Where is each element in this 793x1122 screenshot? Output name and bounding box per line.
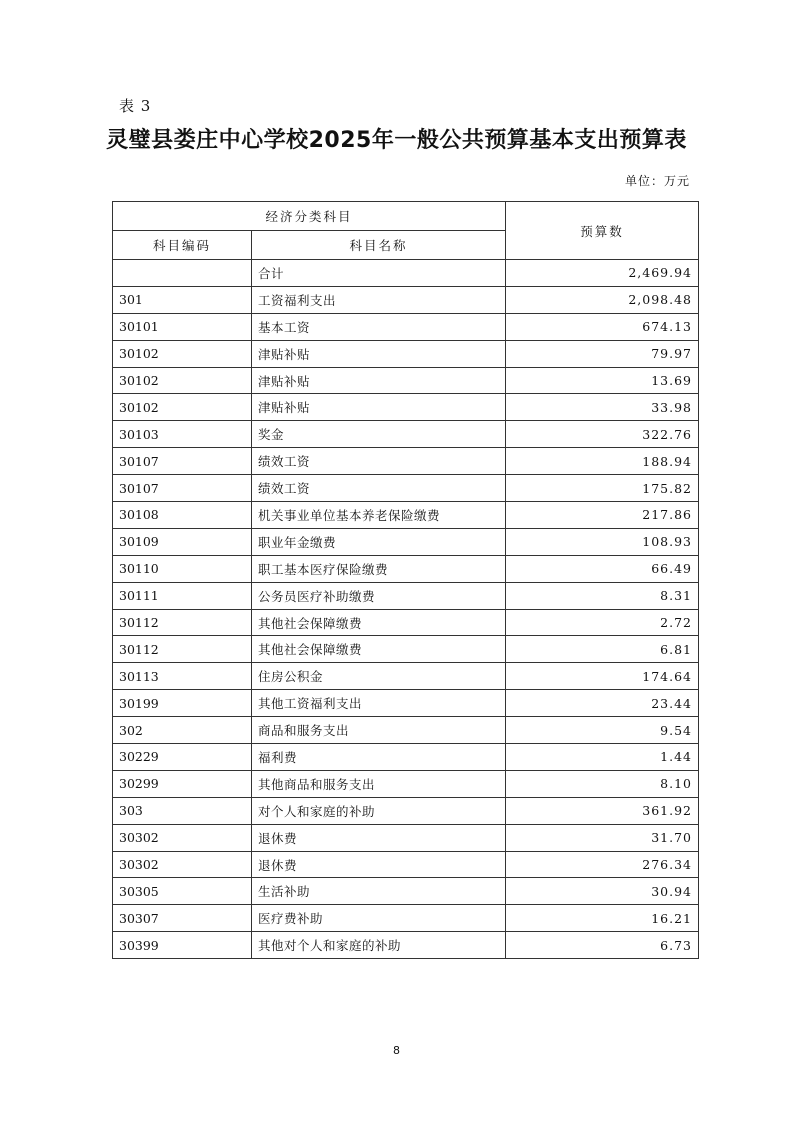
table-row: [113, 367, 699, 394]
row-name: 公务员医疗补助缴费: [252, 582, 506, 609]
row-code: 30101: [113, 313, 252, 340]
total-row: [113, 260, 699, 287]
page-number: 8: [393, 1044, 400, 1057]
row-code: 30109: [113, 528, 252, 555]
row-amount: 217.86: [506, 502, 699, 529]
table-row: [113, 609, 699, 636]
row-name: 其他社会保障缴费: [252, 636, 506, 663]
row-code: 30107: [113, 448, 252, 475]
row-name: 退休费: [252, 851, 506, 878]
row-code: 30229: [113, 744, 252, 771]
row-name: 其他工资福利支出: [252, 690, 506, 717]
row-code: 30302: [113, 824, 252, 851]
table-row: [113, 286, 699, 313]
row-amount: 188.94: [506, 448, 699, 475]
table-row: [113, 421, 699, 448]
table-row: [113, 528, 699, 555]
row-amount: 276.34: [506, 851, 699, 878]
row-amount: 674.13: [506, 313, 699, 340]
row-amount: 79.97: [506, 340, 699, 367]
row-code: 30113: [113, 663, 252, 690]
row-amount: 30.94: [506, 878, 699, 905]
row-code: 30110: [113, 555, 252, 582]
row-amount: 361.92: [506, 797, 699, 824]
row-amount: 23.44: [506, 690, 699, 717]
table-row: [113, 878, 699, 905]
row-code: [113, 260, 252, 287]
row-amount: 66.49: [506, 555, 699, 582]
table-body: [113, 260, 699, 959]
row-amount: 8.10: [506, 770, 699, 797]
row-code: 30112: [113, 636, 252, 663]
row-name: 合计: [252, 260, 506, 287]
header-code: 科目编码: [113, 231, 252, 260]
row-code: 30305: [113, 878, 252, 905]
row-code: 302: [113, 717, 252, 744]
row-name: 住房公积金: [252, 663, 506, 690]
table-row: [113, 636, 699, 663]
table-row: [113, 851, 699, 878]
table-row: [113, 394, 699, 421]
header-amount: 预算数: [506, 202, 699, 260]
row-amount: 1.44: [506, 744, 699, 771]
row-amount: 322.76: [506, 421, 699, 448]
row-amount: 6.81: [506, 636, 699, 663]
row-amount: 2.72: [506, 609, 699, 636]
row-amount: 33.98: [506, 394, 699, 421]
row-amount: 6.73: [506, 932, 699, 959]
row-code: 30399: [113, 932, 252, 959]
page-title: 灵璧县娄庄中心学校2025年一般公共预算基本支出预算表: [106, 128, 687, 153]
budget-table: [112, 201, 699, 959]
row-code: 30102: [113, 394, 252, 421]
row-amount: 2,098.48: [506, 286, 699, 313]
table-row: [113, 340, 699, 367]
unit-label: 单位：万元: [624, 174, 690, 188]
row-amount: 108.93: [506, 528, 699, 555]
row-code: 303: [113, 797, 252, 824]
table-row: [113, 905, 699, 932]
table-header: [113, 202, 699, 260]
row-code: 30108: [113, 502, 252, 529]
row-name: 其他对个人和家庭的补助: [252, 932, 506, 959]
table-row: [113, 475, 699, 502]
row-amount: 31.70: [506, 824, 699, 851]
row-name: 其他社会保障缴费: [252, 609, 506, 636]
table-label: 表 3: [119, 97, 152, 115]
header-row-top: [113, 202, 699, 231]
row-name: 对个人和家庭的补助: [252, 797, 506, 824]
header-name: 科目名称: [252, 231, 506, 260]
row-name: 绩效工资: [252, 448, 506, 475]
row-name: 其他商品和服务支出: [252, 770, 506, 797]
table-row: [113, 582, 699, 609]
row-name: 医疗费补助: [252, 905, 506, 932]
row-code: 30199: [113, 690, 252, 717]
row-name: 基本工资: [252, 313, 506, 340]
row-name: 退休费: [252, 824, 506, 851]
row-name: 津贴补贴: [252, 394, 506, 421]
row-code: 30102: [113, 367, 252, 394]
table-row: [113, 690, 699, 717]
header-econ-category: 经济分类科目: [113, 202, 506, 231]
table-row: [113, 663, 699, 690]
row-amount: 9.54: [506, 717, 699, 744]
row-amount: 13.69: [506, 367, 699, 394]
table-row: [113, 770, 699, 797]
row-code: 30307: [113, 905, 252, 932]
table-row: [113, 744, 699, 771]
row-code: 30111: [113, 582, 252, 609]
table-row: [113, 448, 699, 475]
row-code: 301: [113, 286, 252, 313]
table-row: [113, 313, 699, 340]
row-name: 津贴补贴: [252, 367, 506, 394]
row-code: 30103: [113, 421, 252, 448]
table-row: [113, 502, 699, 529]
row-amount: 175.82: [506, 475, 699, 502]
row-name: 机关事业单位基本养老保险缴费: [252, 502, 506, 529]
row-amount: 8.31: [506, 582, 699, 609]
table-row: [113, 717, 699, 744]
row-name: 奖金: [252, 421, 506, 448]
row-name: 职业年金缴费: [252, 528, 506, 555]
table-row: [113, 555, 699, 582]
row-name: 绩效工资: [252, 475, 506, 502]
row-code: 30302: [113, 851, 252, 878]
row-name: 职工基本医疗保险缴费: [252, 555, 506, 582]
row-amount: 16.21: [506, 905, 699, 932]
row-code: 30107: [113, 475, 252, 502]
row-name: 商品和服务支出: [252, 717, 506, 744]
row-name: 生活补助: [252, 878, 506, 905]
table-row: [113, 932, 699, 959]
row-name: 津贴补贴: [252, 340, 506, 367]
table-row: [113, 797, 699, 824]
row-code: 30112: [113, 609, 252, 636]
row-amount: 2,469.94: [506, 260, 699, 287]
row-amount: 174.64: [506, 663, 699, 690]
table-row: [113, 824, 699, 851]
row-code: 30102: [113, 340, 252, 367]
row-code: 30299: [113, 770, 252, 797]
row-name: 福利费: [252, 744, 506, 771]
row-name: 工资福利支出: [252, 286, 506, 313]
